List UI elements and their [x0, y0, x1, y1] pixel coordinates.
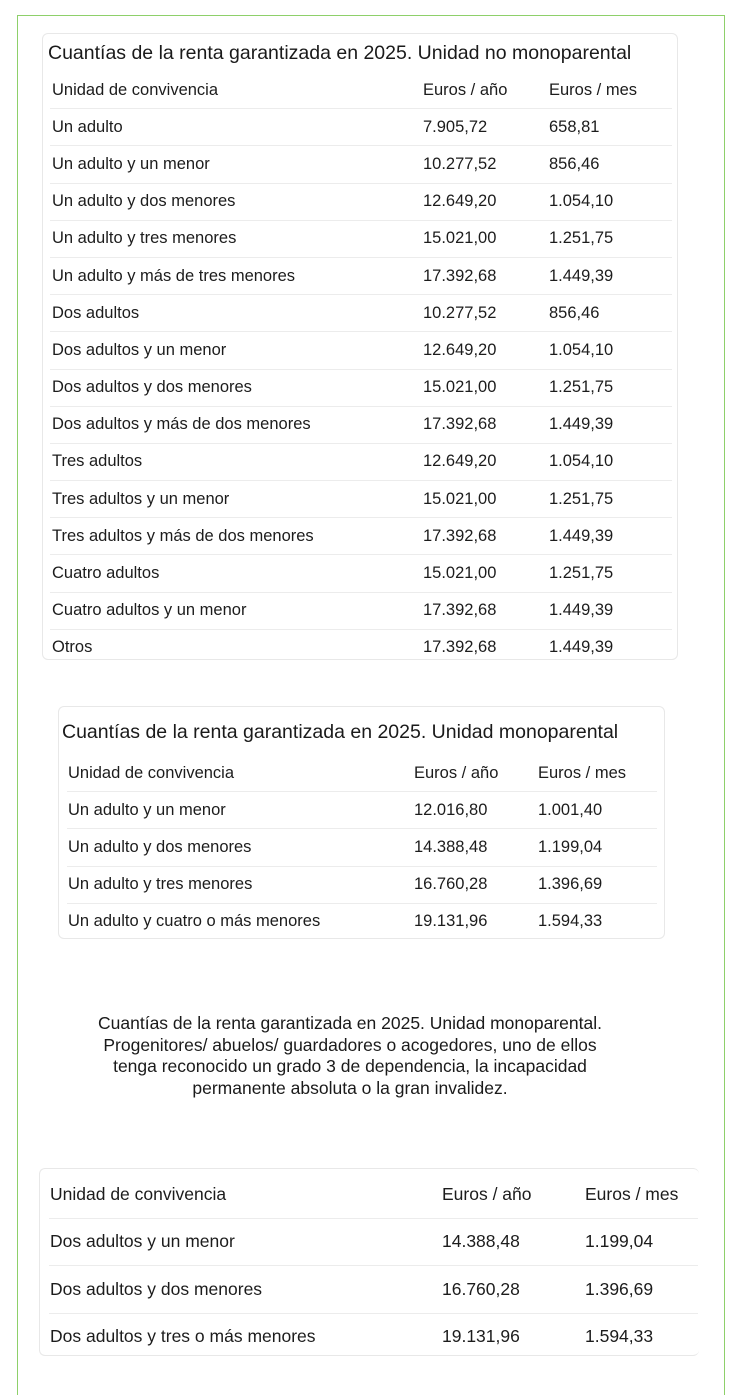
table-row [50, 443, 672, 480]
column-header-unit: Unidad de convivencia [50, 1183, 227, 1204]
table-card-no-monoparental [42, 33, 678, 660]
cell-euros-year: 15.021,00 [423, 220, 549, 257]
cell-euros-year: 12.649,20 [423, 443, 549, 480]
table-row [67, 866, 657, 903]
cell-euros-year: 17.392,68 [423, 406, 549, 443]
column-header-unit: Unidad de convivencia [68, 763, 235, 782]
cell-euros-month: 856,46 [549, 295, 672, 332]
cell-euros-month: 1.001,40 [538, 792, 657, 829]
cell-euros-year: 12.649,20 [423, 332, 549, 369]
cell-euros-year: 14.388,48 [442, 1218, 585, 1266]
table-row [67, 792, 657, 829]
cell-unit: Tres adultos y más de dos menores [50, 518, 423, 555]
column-header-month: Euros / mes [538, 763, 627, 782]
cell-unit: Cuatro adultos [50, 555, 423, 592]
cell-euros-month: 658,81 [549, 109, 672, 146]
table-row [49, 1313, 698, 1360]
cell-unit: Tres adultos [50, 443, 423, 480]
column-header-unit: Unidad de convivencia [52, 80, 219, 99]
table-title: Cuantías de la renta garantizada en 2025. Unidad monoparental [62, 721, 619, 743]
table-row [67, 903, 657, 940]
cell-euros-month: 1.396,69 [538, 866, 657, 903]
table-row [49, 1266, 698, 1314]
cell-unit: Un adulto y dos menores [50, 183, 423, 220]
cell-euros-year: 16.760,28 [442, 1266, 585, 1314]
column-header-month: Euros / mes [549, 80, 638, 99]
amounts-table [49, 1171, 698, 1360]
column-header-year: Euros / año [423, 80, 508, 99]
table-row [50, 332, 672, 369]
table-title-dependency: Cuantías de la renta garantizada en 2025. Unidad monoparental. Progenitores/ abuelos/ guardadores o acogedores, uno de ellos tenga reconocido un grado 3 de dependencia, la incapacidad permanente absoluta o la gran invalidez. [98, 1013, 602, 1098]
table-row [50, 183, 672, 220]
cell-unit: Un adulto y tres menores [50, 220, 423, 257]
cell-euros-month: 856,46 [549, 146, 672, 183]
amounts-table [67, 755, 657, 940]
cell-euros-month: 1.199,04 [585, 1218, 698, 1266]
cell-euros-year: 17.392,68 [423, 257, 549, 294]
cell-euros-year: 15.021,00 [423, 555, 549, 592]
column-header-month: Euros / mes [585, 1183, 679, 1204]
table-card-dependency [39, 1168, 699, 1356]
amounts-table [50, 72, 672, 666]
table-row [67, 829, 657, 866]
table-title: Cuantías de la renta garantizada en 2025. Unidad no monoparental [48, 42, 632, 64]
table-row [50, 555, 672, 592]
cell-unit: Cuatro adultos y un menor [50, 592, 423, 629]
cell-euros-year: 17.392,68 [423, 518, 549, 555]
cell-euros-year: 12.016,80 [414, 792, 538, 829]
cell-euros-year: 19.131,96 [442, 1313, 585, 1360]
cell-euros-month: 1.449,39 [549, 629, 672, 666]
cell-euros-month: 1.449,39 [549, 518, 672, 555]
cell-euros-month: 1.449,39 [549, 592, 672, 629]
cell-unit: Un adulto y tres menores [67, 866, 414, 903]
table-row [49, 1218, 698, 1266]
cell-unit: Un adulto y un menor [67, 792, 414, 829]
cell-euros-month: 1.594,33 [585, 1313, 698, 1360]
column-header-year: Euros / año [442, 1183, 532, 1204]
table-row [50, 257, 672, 294]
cell-unit: Dos adultos y un menor [50, 332, 423, 369]
cell-unit: Tres adultos y un menor [50, 481, 423, 518]
cell-unit: Un adulto y cuatro o más menores [67, 903, 414, 940]
cell-unit: Un adulto y dos menores [67, 829, 414, 866]
table-row [50, 295, 672, 332]
table-row [50, 146, 672, 183]
table-header-row [50, 72, 672, 109]
table-row [50, 518, 672, 555]
table-row [50, 481, 672, 518]
cell-unit: Dos adultos y tres o más menores [49, 1313, 442, 1360]
table-header-row [67, 755, 657, 792]
table-row [50, 629, 672, 666]
cell-euros-year: 17.392,68 [423, 629, 549, 666]
cell-unit: Dos adultos y más de dos menores [50, 406, 423, 443]
cell-unit: Un adulto y más de tres menores [50, 257, 423, 294]
cell-euros-year: 16.760,28 [414, 866, 538, 903]
cell-euros-month: 1.251,75 [549, 220, 672, 257]
table-card-monoparental [58, 706, 665, 939]
cell-unit: Otros [50, 629, 423, 666]
cell-unit: Dos adultos y un menor [49, 1218, 442, 1266]
cell-euros-month: 1.251,75 [549, 369, 672, 406]
cell-euros-year: 7.905,72 [423, 109, 549, 146]
cell-euros-month: 1.251,75 [549, 481, 672, 518]
cell-unit: Dos adultos y dos menores [50, 369, 423, 406]
table-row [50, 109, 672, 146]
cell-euros-year: 19.131,96 [414, 903, 538, 940]
cell-euros-month: 1.594,33 [538, 903, 657, 940]
cell-euros-year: 15.021,00 [423, 481, 549, 518]
cell-unit: Dos adultos y dos menores [49, 1266, 442, 1314]
cell-unit: Un adulto [50, 109, 423, 146]
table-row [50, 220, 672, 257]
cell-euros-month: 1.251,75 [549, 555, 672, 592]
cell-euros-month: 1.054,10 [549, 183, 672, 220]
cell-euros-month: 1.054,10 [549, 443, 672, 480]
cell-euros-month: 1.449,39 [549, 406, 672, 443]
cell-euros-year: 10.277,52 [423, 295, 549, 332]
cell-euros-year: 15.021,00 [423, 369, 549, 406]
cell-unit: Dos adultos [50, 295, 423, 332]
cell-euros-year: 14.388,48 [414, 829, 538, 866]
table-row [50, 592, 672, 629]
table-row [50, 406, 672, 443]
cell-euros-month: 1.199,04 [538, 829, 657, 866]
cell-euros-year: 12.649,20 [423, 183, 549, 220]
cell-euros-year: 10.277,52 [423, 146, 549, 183]
column-header-year: Euros / año [414, 763, 499, 782]
table-row [50, 369, 672, 406]
cell-euros-month: 1.449,39 [549, 257, 672, 294]
cell-euros-year: 17.392,68 [423, 592, 549, 629]
table-header-row [49, 1171, 698, 1218]
cell-euros-month: 1.054,10 [549, 332, 672, 369]
cell-euros-month: 1.396,69 [585, 1266, 698, 1314]
cell-unit: Un adulto y un menor [50, 146, 423, 183]
